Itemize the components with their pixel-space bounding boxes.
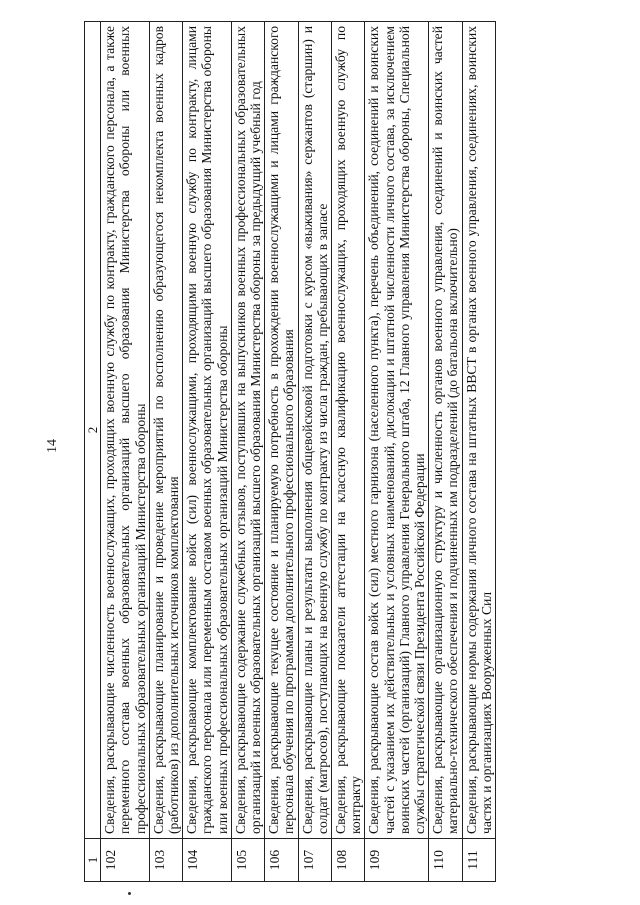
row-text: Сведения, раскрывающие состав войск (сил) местного гарнизона (населенного пункта), перечень объединений, соединений и воинских частей с указанием их действительных и условных наименований, дислокации и штатной численности личного состава, за исключением воинских частей (организаций) Главного управления Генерального штаба, 12 Главного управления Министерства обороны, Специальной службы стратегической связи Президента Российской Федерации (365, 22, 429, 839)
row-number: 103 (149, 839, 182, 882)
row-number: 105 (231, 839, 264, 882)
scan-dot (128, 892, 131, 895)
table-row (183, 22, 232, 882)
page-number: 14 (45, 439, 60, 453)
row-text: Сведения, раскрывающие текущее состояние и планируемую потребность в прохождении военнослужащими и лицами гражданского персонала обучения по программам дополнительного профессионального образования (265, 22, 298, 839)
row-text: Сведения, раскрывающие показатели аттестации на классную квалификацию военнослужащих, проходящих военную службу по контракту (332, 22, 365, 839)
table-row (265, 22, 298, 882)
rotated-table-container (84, 22, 609, 882)
row-text: Сведения, раскрывающие нормы содержания личного состава на штатных ВВСТ в органах военного управления, соединениях, воинских частях и организациях Вооруженных Сил (462, 22, 495, 839)
row-number: 106 (265, 839, 298, 882)
row-text: Сведения, раскрывающие численность военнослужащих, проходящих военную службу по контракту, гражданского персонала, а также переменного состава военных образовательных организаций высшего образования Министерства обороны или военных профессиональных образовательных организаций Министерства обороны (101, 22, 150, 839)
row-text: Сведения, раскрывающие содержание служебных отзывов, поступивших на выпускников военных профессиональных образовательных организаций и военных образовательных организаций высшего образования Министерства обороны за предыдущий учебный год (231, 22, 264, 839)
classified-info-table (84, 21, 496, 882)
row-number: 110 (429, 839, 462, 882)
row-text: Сведения, раскрывающие планирование и проведение мероприятий по восполнению образующегося некомплекта военных кадров (работников) из дополнительных источников комплектования (149, 22, 182, 839)
table-row (101, 22, 150, 882)
table-header-row (85, 22, 101, 882)
table-row (149, 22, 182, 882)
row-number: 107 (298, 839, 331, 882)
row-number: 102 (101, 839, 150, 882)
table-row (231, 22, 264, 882)
row-text: Сведения, раскрывающие комплектование войск (сил) военнослужащими, проходящими военную службу по контракту, лицами гражданского персонала или переменным составом военных образовательных организаций высшего образования Министерства обороны или военных профессиональных образовательных организаций Министерства обороны (183, 22, 232, 839)
row-number: 108 (332, 839, 365, 882)
row-number: 104 (183, 839, 232, 882)
table-row (365, 22, 429, 882)
row-text: Сведения, раскрывающие организационную структуру и численность органов военного управления, соединений и воинских частей материально-технического обеспечения и подчиненных им подразделений (до батальона включительно) (429, 22, 462, 839)
table-row (332, 22, 365, 882)
header-col-2: 2 (85, 22, 101, 839)
row-number: 109 (365, 839, 429, 882)
table-row (298, 22, 331, 882)
table-row (462, 22, 495, 882)
row-number: 111 (462, 839, 495, 882)
header-col-1: 1 (85, 839, 101, 882)
table-row (429, 22, 462, 882)
row-text: Сведения, раскрывающие планы и результаты выполнения общевойсковой подготовки с курсом «выживания» сержантов (старшин) и солдат (матросов), поступающих на военную службу по контракту из числа граждан, пребывающих в запасе (298, 22, 331, 839)
